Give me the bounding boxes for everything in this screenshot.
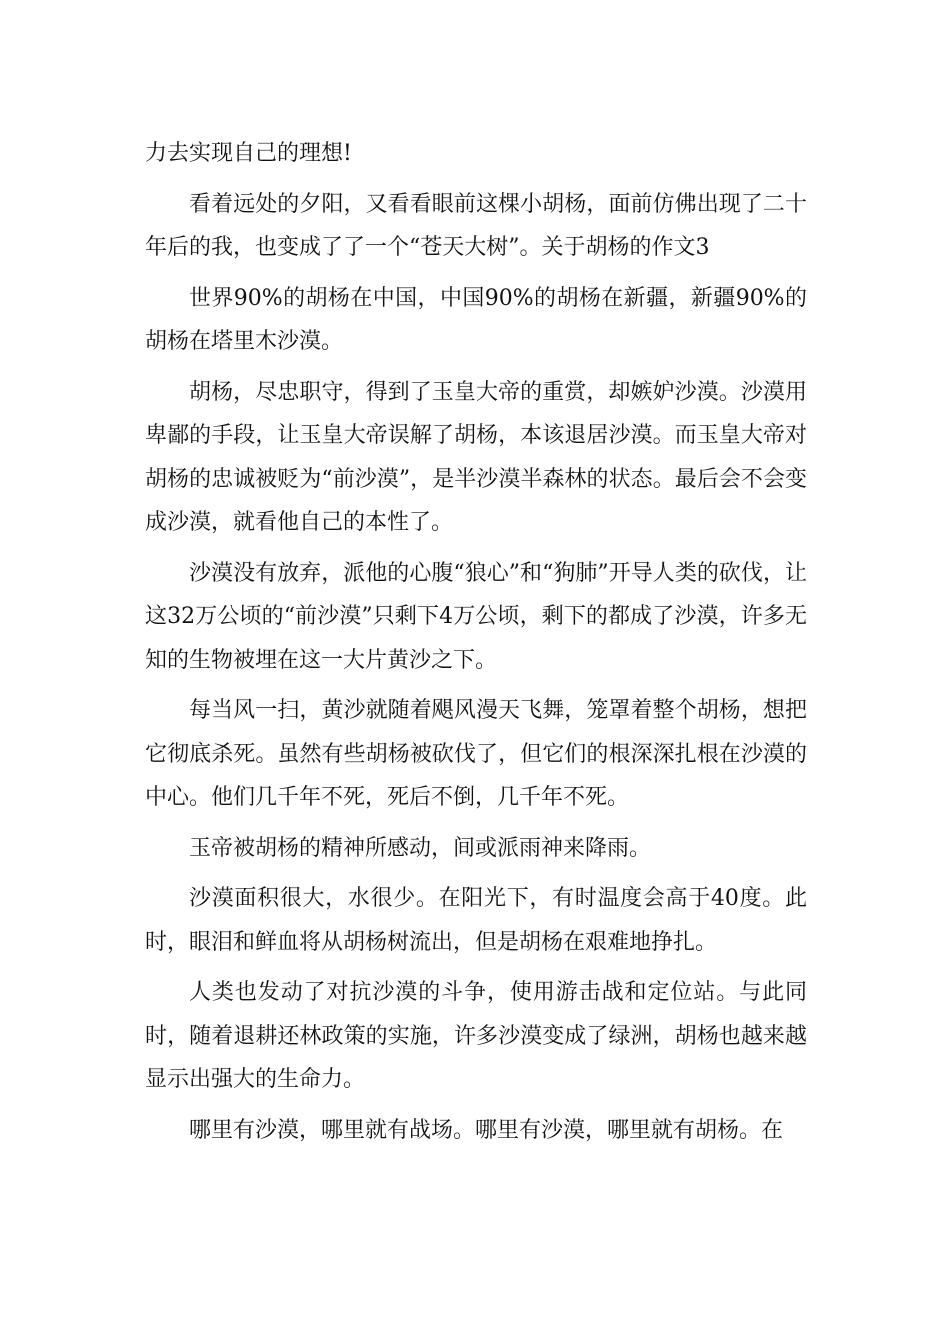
- paragraph: 人类也发动了对抗沙漠的斗争，使用游击战和定位站。与此同时，随着退耕还林政策的实施，许多沙漠变成了绿洲，胡杨也越来越显示出强大的生命力。: [145, 980, 807, 1092]
- paragraph: 每当风一扫，黄沙就随着飓风漫天飞舞，笼罩着整个胡杨，想把它彻底杀死。虽然有些胡杨被砍伐了，但它们的根深深扎根在沙漠的中心。他们几千年不死，死后不倒，几千年不死。: [145, 698, 807, 810]
- paragraph: 看着远处的夕阳，又看看眼前这棵小胡杨，面前仿佛出现了二十年后的我，也变成了了一个“苍天大树”。关于胡杨的作文3: [145, 191, 807, 260]
- document-page: [145, 132, 807, 1159]
- paragraph: 沙漠没有放弃，派他的心腹“狼心”和“狗肺”开导人类的砍伐，让这32万公顷的“前沙漠”只剩下4万公顷，剩下的都成了沙漠，许多无知的生物被埋在这一大片黄沙之下。: [145, 560, 807, 673]
- paragraph: 玉帝被胡杨的精神所感动，间或派雨神来降雨。: [189, 835, 652, 861]
- paragraph: 哪里有沙漠，哪里就有战场。哪里有沙漠，哪里就有胡杨。在: [189, 1117, 784, 1143]
- paragraph: 世界90%的胡杨在中国，中国90%的胡杨在新疆，新疆90%的胡杨在塔里木沙漠。: [145, 285, 807, 354]
- paragraph: 胡杨，尽忠职守，得到了玉皇大帝的重赏，却嫉妒沙漠。沙漠用卑鄙的手段，让玉皇大帝误解了胡杨，本该退居沙漠。而玉皇大帝对胡杨的忠诚被贬为“前沙漠”，是半沙漠半森林的状态。最后会不会变成沙漠，就看他自己的本性了。: [145, 379, 807, 535]
- paragraph: 沙漠面积很大，水很少。在阳光下，有时温度会高于40度。此时，眼泪和鲜血将从胡杨树流出，但是胡杨在艰难地挣扎。: [145, 886, 807, 955]
- paragraph: 力去实现自己的理想!: [145, 141, 352, 166]
